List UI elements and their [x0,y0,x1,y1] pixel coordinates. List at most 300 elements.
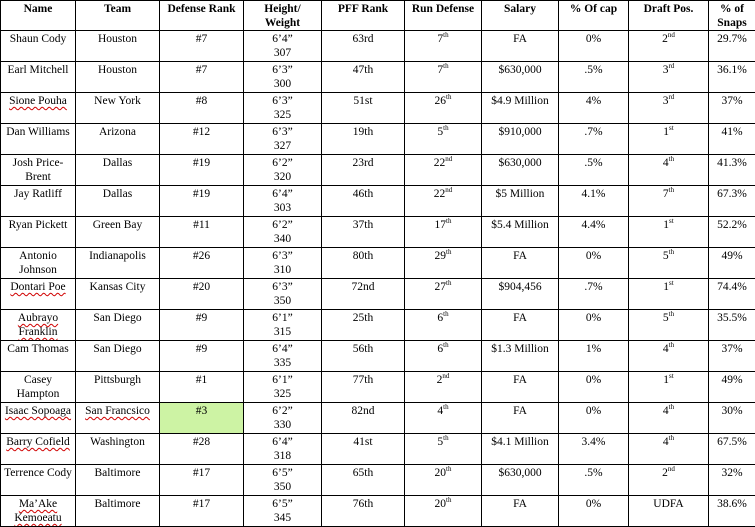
cell-defense-rank [160,372,244,403]
run-defense-suffix: th [446,248,451,256]
cell-snaps [709,403,755,434]
cell-cap-text: .5% [584,64,602,76]
cell-team-text: Houston [98,64,137,76]
cell-salary [482,186,559,217]
cell-name-text: Jay Ratliff [14,188,62,200]
cell-cap [559,403,629,434]
run-defense-suffix: nd [442,372,449,380]
cell-pff-rank [322,248,405,279]
cell-run-defense [405,186,482,217]
cell-cap-text: 0% [586,312,601,324]
cell-height-weight [244,217,322,248]
cell-height-weight [244,496,322,527]
run-defense-number: 22 [434,157,446,169]
cell-salary-text: FA [513,498,527,510]
cell-snaps-text: 67.3% [717,188,747,200]
run-defense-number: 5 [437,436,443,448]
draft-pos-number: 4 [663,436,669,448]
cell-snaps-text: 36.1% [717,64,747,76]
cell-snaps-text: 37% [721,95,742,107]
cell-defense-rank-text: #8 [196,95,208,107]
cell-name-text: Ma’Ake Kemoeatu [14,498,61,524]
header-salary: Salary [482,1,559,31]
cell-name-text: Isaac Sopoaga [5,405,71,417]
cell-snaps-text: 52.2% [717,219,747,231]
cell-cap [559,310,629,341]
cell-cap-text: 0% [586,33,601,45]
cell-snaps-text: 30% [721,405,742,417]
cell-height: 6’2” [246,156,319,170]
cell-snaps-text: 38.6% [717,498,747,510]
cell-draft-pos [629,372,709,403]
cell-team [76,403,160,434]
draft-pos-number: 1 [663,126,669,138]
cell-pff-rank [322,465,405,496]
run-defense-number: 4 [437,405,443,417]
cell-salary-text: $4.9 Million [491,95,549,107]
cell-salary-text: FA [513,33,527,45]
cell-salary-text: FA [513,250,527,262]
cell-snaps-text: 29.7% [717,33,747,45]
table-row [1,279,755,310]
cell-snaps-text: 49% [721,374,742,386]
draft-pos-suffix: th [669,434,674,442]
cell-cap [559,465,629,496]
draft-pos-suffix: th [669,186,674,194]
cell-defense-rank [160,186,244,217]
run-defense-suffix: th [446,279,451,287]
cell-height-weight [244,341,322,372]
draft-pos-number: 7 [663,188,669,200]
cell-cap-text: 0% [586,250,601,262]
cell-draft-pos [629,31,709,62]
cell-cap [559,62,629,93]
cell-name-text: Terrence Cody [4,467,72,479]
header-defense-rank: Defense Rank [160,1,244,31]
run-defense-suffix: th [443,124,448,132]
draft-pos-number: 1 [663,219,669,231]
run-defense-suffix: th [446,217,451,225]
cell-salary-text: $1.3 Million [491,343,549,355]
cell-weight: 325 [246,108,319,122]
cell-name [1,310,76,341]
cell-name [1,124,76,155]
cell-snaps [709,248,755,279]
cell-team-text: San Diego [93,343,141,355]
cell-cap-text: 0% [586,405,601,417]
cell-run-defense [405,403,482,434]
cell-salary [482,496,559,527]
cell-team [76,93,160,124]
cell-pff-rank-text: 76th [353,498,373,510]
header-draft-pos: Draft Pos. [629,1,709,31]
cell-team [76,124,160,155]
cell-team-text: San Francsico [85,405,150,417]
draft-pos-suffix: th [669,403,674,411]
cell-pff-rank-text: 80th [353,250,373,262]
cell-pff-rank [322,279,405,310]
cell-draft-pos [629,465,709,496]
cell-team-text: Kansas City [90,281,146,293]
cell-team [76,62,160,93]
cell-team [76,310,160,341]
cell-salary [482,31,559,62]
table-row [1,155,755,186]
cell-draft-pos [629,434,709,465]
cell-name [1,341,76,372]
cell-pff-rank-text: 63rd [352,33,373,45]
cell-team [76,465,160,496]
cell-run-defense [405,217,482,248]
cell-height: 6’1” [246,311,319,325]
cell-weight: 340 [246,232,319,246]
header-pff-rank: PFF Rank [322,1,405,31]
draft-pos-number: 5 [663,312,669,324]
draft-pos-number: 3 [663,64,669,76]
header-snaps: % of Snaps [709,1,755,31]
cell-name-text: Sione Pouha [9,95,67,107]
cell-name-text: Dontari Poe [10,281,65,293]
cell-height: 6’5” [246,497,319,511]
cell-height: 6’1” [246,373,319,387]
cell-run-defense [405,341,482,372]
run-defense-suffix: th [443,310,448,318]
cell-weight: 325 [246,387,319,401]
cell-name-text: Antonio Johnson [19,250,57,276]
cell-pff-rank [322,310,405,341]
cell-draft-pos [629,496,709,527]
draft-pos-suffix: th [669,248,674,256]
cell-cap-text: 4% [586,95,601,107]
table-row [1,434,755,465]
cell-weight: 345 [246,511,319,525]
table-row [1,248,755,279]
cell-name [1,496,76,527]
cell-salary-text: $630,000 [498,157,541,169]
cell-defense-rank [160,434,244,465]
cell-name-text: Shaun Cody [10,33,67,45]
cell-cap [559,248,629,279]
cell-team [76,341,160,372]
cell-run-defense [405,93,482,124]
cell-salary [482,403,559,434]
cell-pff-rank-text: 65th [353,467,373,479]
cell-snaps-text: 32% [721,467,742,479]
cell-name [1,403,76,434]
cell-salary-text: FA [513,405,527,417]
cell-weight: 300 [246,77,319,91]
run-defense-number: 20 [435,467,447,479]
cell-height-weight [244,465,322,496]
cell-cap [559,372,629,403]
cell-draft-pos [629,341,709,372]
cell-run-defense [405,372,482,403]
cell-team [76,279,160,310]
cell-cap [559,155,629,186]
cell-height: 6’3” [246,125,319,139]
run-defense-number: 22 [434,188,446,200]
cell-pff-rank [322,217,405,248]
cell-team [76,31,160,62]
run-defense-suffix: th [443,341,448,349]
table-row [1,465,755,496]
cell-salary-text: FA [513,312,527,324]
cell-snaps [709,434,755,465]
cell-pff-rank [322,434,405,465]
cell-salary [482,465,559,496]
cell-weight: 303 [246,201,319,215]
cell-name [1,62,76,93]
run-defense-suffix: nd [445,155,452,163]
cell-team-text: Houston [98,33,137,45]
cell-defense-rank [160,124,244,155]
cell-run-defense [405,496,482,527]
cell-name [1,31,76,62]
cell-cap-text: .5% [584,157,602,169]
cell-pff-rank [322,372,405,403]
cell-name [1,217,76,248]
cell-cap-text: 3.4% [582,436,606,448]
cell-snaps-text: 35.5% [717,312,747,324]
cell-cap-text: .7% [584,126,602,138]
cell-pff-rank [322,341,405,372]
run-defense-suffix: th [443,62,448,70]
cell-name-text: Dan Williams [6,126,70,138]
cell-defense-rank-text: #1 [196,374,208,386]
cell-draft-pos [629,403,709,434]
cell-snaps [709,310,755,341]
cell-name-text: Casey Hampton [17,374,60,400]
cell-pff-rank [322,496,405,527]
cell-height-weight [244,372,322,403]
cell-team [76,248,160,279]
cell-snaps-text: 37% [721,343,742,355]
cell-name [1,248,76,279]
cell-cap [559,124,629,155]
cell-salary [482,217,559,248]
cell-salary [482,310,559,341]
cell-team [76,434,160,465]
cell-height-weight [244,155,322,186]
cell-height: 6’3” [246,63,319,77]
table-row [1,31,755,62]
cell-salary-text: FA [513,374,527,386]
table-row [1,124,755,155]
cell-team [76,217,160,248]
cell-run-defense [405,310,482,341]
cell-pff-rank [322,403,405,434]
cell-cap [559,341,629,372]
cell-snaps [709,124,755,155]
cell-height: 6’2” [246,404,319,418]
cell-snaps-text: 41% [721,126,742,138]
cell-snaps [709,62,755,93]
cell-defense-rank-text: #9 [196,343,208,355]
draft-pos-number: 2 [662,33,668,45]
cell-draft-pos [629,217,709,248]
cell-draft-pos [629,310,709,341]
cell-height: 6’4” [246,435,319,449]
cell-name [1,372,76,403]
run-defense-number: 2 [437,374,443,386]
cell-team-text: San Diego [93,312,141,324]
table-row [1,310,755,341]
table-row [1,496,755,527]
cell-team [76,372,160,403]
cell-name-text: Earl Mitchell [8,64,69,76]
run-defense-number: 20 [435,498,447,510]
table-row [1,62,755,93]
cell-snaps [709,217,755,248]
cell-run-defense [405,124,482,155]
cell-defense-rank [160,341,244,372]
run-defense-suffix: th [443,31,448,39]
cell-cap [559,279,629,310]
cell-defense-rank-text: #11 [193,219,210,231]
cell-draft-pos [629,279,709,310]
cell-run-defense [405,155,482,186]
draft-pos-number: UDFA [653,498,683,510]
cell-snaps [709,496,755,527]
cell-draft-pos [629,124,709,155]
cell-salary [482,279,559,310]
cell-height: 6’4” [246,187,319,201]
cell-pff-rank-text: 51st [353,95,372,107]
table-row [1,93,755,124]
draft-pos-suffix: st [669,124,674,132]
draft-pos-number: 4 [663,405,669,417]
cell-height-weight [244,279,322,310]
cell-run-defense [405,248,482,279]
cell-cap-text: .5% [584,467,602,479]
cell-defense-rank-text: #7 [196,64,208,76]
cell-snaps [709,279,755,310]
cell-salary [482,155,559,186]
cell-cap [559,434,629,465]
cell-defense-rank-text: #7 [196,33,208,45]
cell-height-weight [244,124,322,155]
draft-pos-suffix: th [669,155,674,163]
cell-pff-rank [322,93,405,124]
draft-pos-number: 3 [663,95,669,107]
cell-defense-rank-text: #20 [193,281,210,293]
cell-snaps [709,93,755,124]
cell-draft-pos [629,248,709,279]
header-height-weight: Height/ Weight [244,1,322,31]
cell-weight: 310 [246,263,319,277]
cell-snaps [709,465,755,496]
cell-draft-pos [629,93,709,124]
table-row [1,372,755,403]
cell-height-weight [244,310,322,341]
cell-snaps [709,155,755,186]
cell-salary-text: $5 Million [496,188,545,200]
cell-height: 6’2” [246,218,319,232]
cell-salary-text: $630,000 [498,467,541,479]
cell-pff-rank [322,31,405,62]
cell-height: 6’4” [246,32,319,46]
cell-name [1,186,76,217]
cell-cap-text: 4.4% [582,219,606,231]
cell-height: 6’3” [246,280,319,294]
cell-pff-rank [322,186,405,217]
cell-defense-rank [160,403,244,434]
table-row [1,217,755,248]
run-defense-number: 7 [437,33,443,45]
draft-pos-suffix: rd [668,93,674,101]
header-row [1,1,755,31]
cell-height-weight [244,31,322,62]
cell-weight: 307 [246,46,319,60]
cell-salary-text: $4.1 Million [491,436,549,448]
cell-defense-rank [160,465,244,496]
cell-pff-rank-text: 72nd [352,281,375,293]
cell-name [1,434,76,465]
cell-team-text: Dallas [103,157,132,169]
cell-snaps-text: 74.4% [717,281,747,293]
cell-team-text: Baltimore [95,498,141,510]
cell-run-defense [405,279,482,310]
cell-cap-text: 0% [586,374,601,386]
cell-team-text: Arizona [99,126,136,138]
cell-pff-rank-text: 19th [353,126,373,138]
draft-pos-suffix: rd [668,62,674,70]
run-defense-number: 17 [435,219,447,231]
header-team: Team [76,1,160,31]
cell-name-text: Barry Cofield [6,436,70,448]
run-defense-suffix: th [446,496,451,504]
draft-pos-suffix: st [669,217,674,225]
cell-salary [482,124,559,155]
run-defense-number: 6 [437,312,443,324]
cell-defense-rank [160,279,244,310]
run-defense-number: 6 [437,343,443,355]
run-defense-suffix: th [443,403,448,411]
cell-team-text: Indianapolis [89,250,146,262]
cell-run-defense [405,465,482,496]
cell-defense-rank-text: #9 [196,312,208,324]
cell-team [76,186,160,217]
run-defense-suffix: th [446,465,451,473]
cell-name [1,465,76,496]
cell-height-weight [244,186,322,217]
cell-team-text: New York [94,95,141,107]
cell-name-text: Ryan Pickett [9,219,68,231]
draft-pos-suffix: nd [668,465,675,473]
cell-defense-rank [160,62,244,93]
cell-pff-rank-text: 77th [353,374,373,386]
cell-run-defense [405,434,482,465]
cell-defense-rank-text: #28 [193,436,210,448]
cell-salary [482,248,559,279]
run-defense-number: 5 [437,126,443,138]
cell-salary-text: $630,000 [498,64,541,76]
cell-name-text: Cam Thomas [7,343,68,355]
cell-snaps-text: 49% [721,250,742,262]
header-name: Name [1,1,76,31]
cell-pff-rank-text: 23rd [352,157,373,169]
cell-salary [482,93,559,124]
cell-salary-text: $910,000 [498,126,541,138]
cell-salary [482,341,559,372]
cell-defense-rank-text: #12 [193,126,210,138]
cell-height-weight [244,93,322,124]
cell-height: 6’5” [246,466,319,480]
cell-cap-text: .7% [584,281,602,293]
cell-pff-rank-text: 46th [353,188,373,200]
cell-defense-rank [160,248,244,279]
cell-snaps [709,31,755,62]
